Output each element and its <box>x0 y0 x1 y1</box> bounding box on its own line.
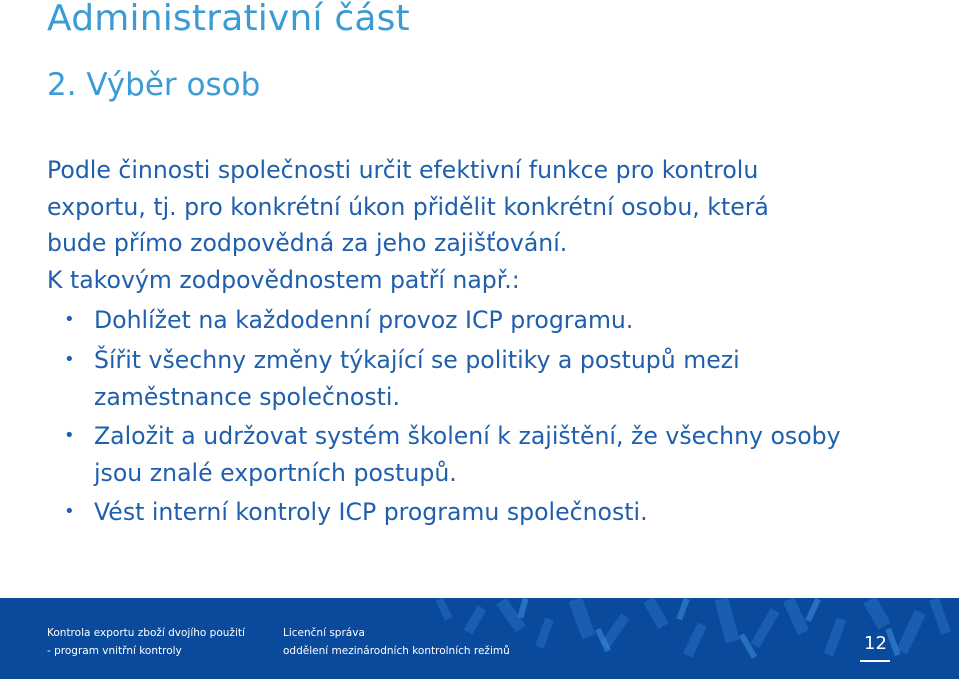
bullet-icon: • <box>64 348 75 370</box>
bullet-text: Založit a udržovat systém školení k zajištění, že všechny osoby jsou znalé exportních postupů. <box>94 422 841 487</box>
footer-office <box>283 624 510 660</box>
page-number: 12 <box>864 633 887 654</box>
paragraph-line: exportu, tj. pro konkrétní úkon přidělit konkrétní osobu, která <box>47 192 769 221</box>
bullet-item <box>47 302 927 339</box>
bullet-icon: • <box>64 309 75 331</box>
paragraph-line: Podle činnosti společnosti určit efektivní funkce pro kontrolu <box>47 156 759 184</box>
bullet-icon: • <box>64 425 75 447</box>
footer-office-line1: Licenční správa <box>283 627 365 639</box>
slide-title: Administrativní část <box>47 0 410 39</box>
bullet-item <box>47 494 927 531</box>
footer-program-line2: - program vnitřní kontroly <box>47 645 182 657</box>
paragraph-line: K takovým zodpovědnostem patří např.: <box>47 265 520 294</box>
footer-office-line2: oddělení mezinárodních kontrolních režimů <box>283 645 510 657</box>
bullet-list <box>47 302 927 531</box>
bullet-text: Dohlížet na každodenní provoz ICP programu. <box>94 306 634 335</box>
slide-body <box>47 152 927 534</box>
bullet-item <box>47 342 927 415</box>
footer-program-title <box>47 624 245 660</box>
page-number-underline <box>860 660 890 662</box>
footer-bar <box>0 598 959 679</box>
bullet-item <box>47 418 927 491</box>
bullet-text: Vést interní kontroly ICP programu společnosti. <box>94 498 648 527</box>
paragraph-line: bude přímo zodpovědná za jeho zajišťování. <box>47 229 568 258</box>
bullet-text: Šířit všechny změny týkající se politiky a postupů mezi zaměstnance společnosti. <box>94 345 740 411</box>
bullet-icon: • <box>64 501 75 523</box>
footer-program-line1: Kontrola exportu zboží dvojího použití <box>47 627 245 639</box>
slide-subtitle: 2. Výběr osob <box>47 67 261 103</box>
